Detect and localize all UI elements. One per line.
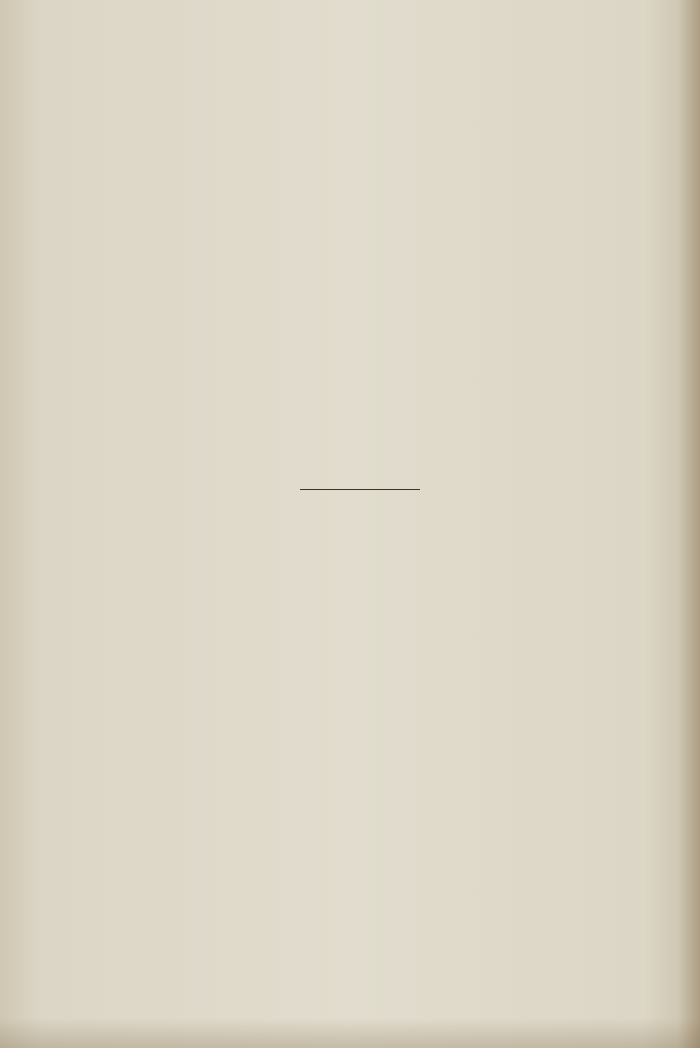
section-separator: [300, 489, 420, 490]
chapter-body: [100, 620, 642, 630]
page-bottom-shadow: [0, 1018, 700, 1048]
page-edge-shadow: [678, 0, 700, 1048]
page-header: [78, 93, 638, 119]
